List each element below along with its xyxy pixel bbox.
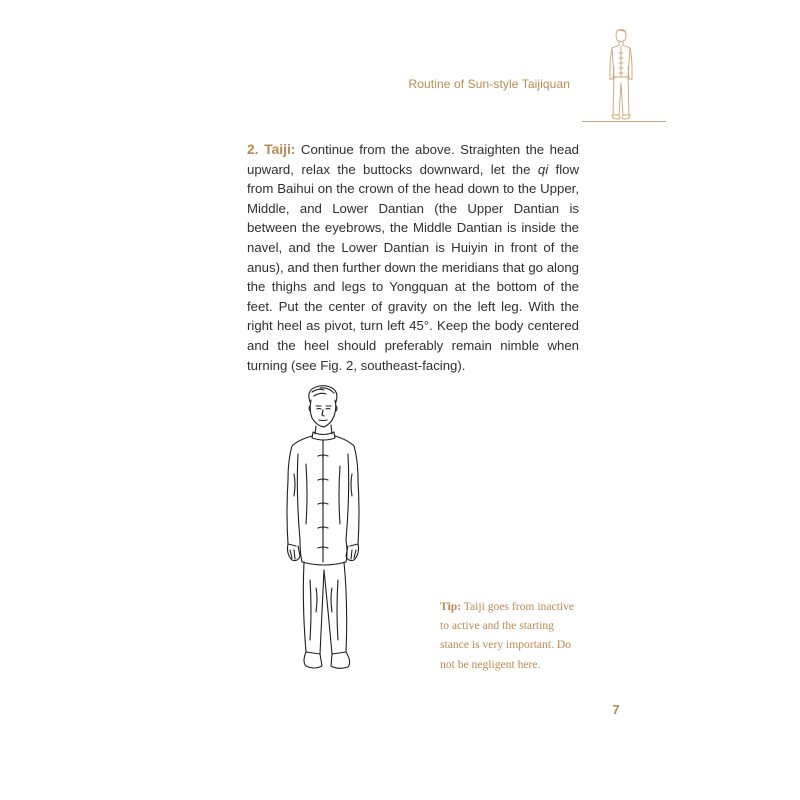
paragraph-text-part2: flow from Baihui on the crown of the head down to the Upper, Middle, and Lower Dantian (the Upper Dantian is between the eyebrows, the Middle Dantian is inside the navel, and the Lower Dantian is Huiyin in front of the anus), and then further down the meridians that go along the thighs and legs to Yongquan at the bottom of the feet. Put the center of gravity on the left leg. With the right heel as pivot, turn left 45°. Keep the body centered and the heel should preferably remain nimble when turning (see Fig. 2, southeast-facing). [247, 161, 579, 373]
section-heading: 2. Taiji: [247, 142, 296, 157]
tip-label: Tip: [440, 600, 462, 613]
page-number: 7 [612, 702, 620, 717]
header-figure-icon [600, 27, 642, 123]
main-figure-illustration [276, 384, 388, 674]
paragraph-text-part1: Continue from the above. Straighten the head upward, relax the buttocks downward, let the [247, 142, 579, 177]
italic-term-qi: qi [537, 161, 549, 177]
tip-text: Taiji goes from inactive to active and the starting stance is very important. Do not be negligent here. [440, 600, 575, 671]
tip-note [440, 597, 580, 674]
section-paragraph [247, 140, 579, 375]
running-header-title: Routine of Sun-style Taijiquan [408, 77, 570, 91]
